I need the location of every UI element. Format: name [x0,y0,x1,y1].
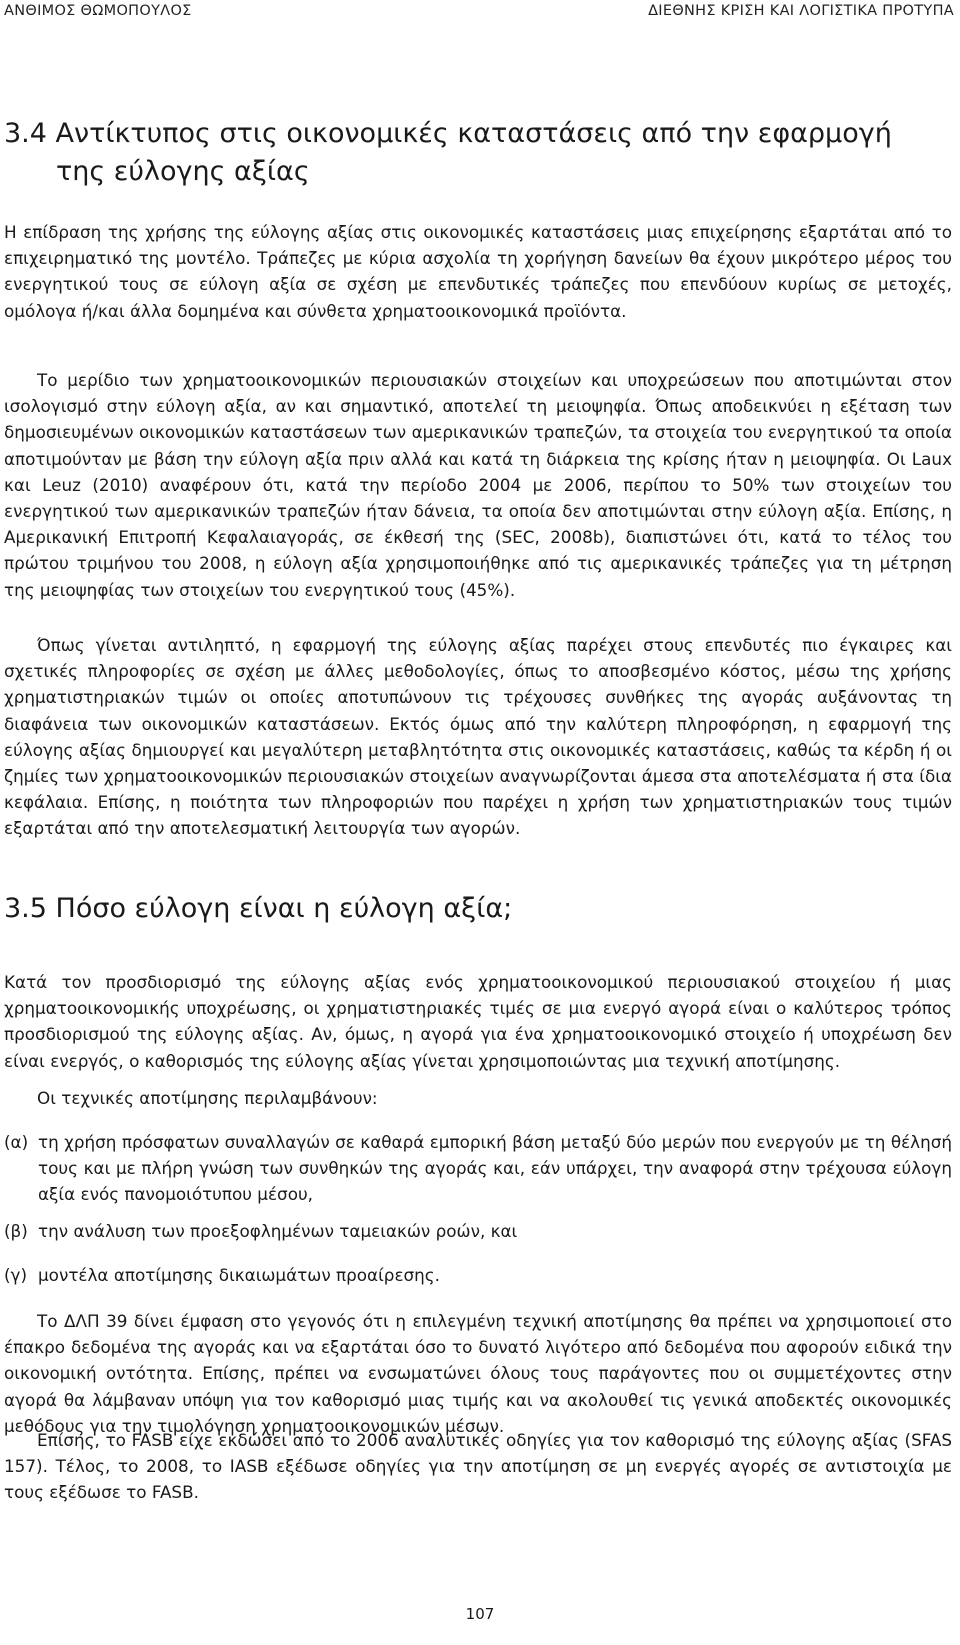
list-marker: (γ) [4,1265,28,1285]
paragraph-ias39: Το ΔΛΠ 39 δίνει έμφαση στο γεγονός ότι η επιλεγμένη τεχνική αποτίμησης θα πρέπει να χρησιμοποιεί στο έπακρο δεδομένα της αγοράς και να εξαρτάται όσο το δυνατό λιγότερο από δεδομένα που αφορούν ειδικά την οικονομική οντότητα. Επίσης, πρέπει να ενσωματώνει όλους τους παράγοντες που οι συμμετέχοντες στην αγορά θα λάμβαναν υπόψη για τον καθορισμό μιας τιμής και να ακολουθεί τις γενικά αποδεκτές οικονομικές μεθόδους για την τιμολόγηση χρηματοοικονομικών μέσων. [4,1311,952,1436]
section-3-5-title: 3.5 Πόσο εύλογη είναι η εύλογη αξία; [4,893,513,924]
list-marker: (β) [4,1221,28,1241]
header-author: ΑΝΘΙΜΟΣ ΘΩΜΟΠΟΥΛΟΣ [4,3,192,19]
list-item [4,1262,952,1288]
section-3-4-title-line2: της εύλογης αξίας [56,156,310,187]
paragraph-fair-value-share: Το μερίδιο των χρηματοοικονομικών περιουσιακών στοιχείων και υποχρεώσεων που αποτιμώνται στον ισολογισμό στην εύλογη αξία, αν και σημαντικό, αποτελεί τη μειοψηφία. Όπως αποδεικνύει η εξέταση των δημοσιευμένων οικονομικών καταστάσεων των αμερικανικών τραπεζών, τα στοιχεία του ενεργητικού τα οποία αποτιμούνταν με βάση την εύλογη αξία πριν αλλά και κατά τη διάρκεια της κρίσης ήταν η μειοψηφία. Οι Laux και Leuz (2010) αναφέρουν ότι, κατά την περίοδο 2004 με 2006, περίπου το 50% των στοιχείων του ενεργητικού των αμερικανικών τραπεζών ήταν δάνεια, τα οποία δεν αποτιμώνται στην εύλογη αξία. Επίσης, η Αμερικανική Επιτροπή Κεφαλαιαγοράς, σε έκθεσή της (SEC, 2008b), διαπιστώνει ότι, κατά το τέλος του πρώτου τριμήνου του 2008, η εύλογη αξία χρησιμοποιήθηκε από τις αμερικανικές τράπεζες για τη μέτρηση της μειοψηφίας των στοιχείων του ενεργητικού τους (45%). [4,370,952,600]
section-3-4-title-line1: 3.4 Αντίκτυπος στις οικονομικές καταστάσεις από την εφαρμογή [4,118,892,149]
paragraph-business-model: Η επίδραση της χρήσης της εύλογης αξίας στις οικονομικές καταστάσεις μιας επιχείρησης εξαρτάται από το επιχειρηματικό της μοντέλο. Τράπεζες με κύρια ασχολία τη χορήγηση δανείων θα έχουν μικρότερο μέρος του ενεργητικού τους σε εύλογη αξία σε σχέση με επενδυτικές τράπεζες που επενδύουν κυρίως σε μετοχές, ομόλογα ή/και άλλα δομημένα και σύνθετα χρηματοοικονομικά προϊόντα. [4,222,952,321]
list-item [4,1218,952,1244]
header-book-title: ΔΙΕΘΝΗΣ ΚΡΙΣΗ ΚΑΙ ΛΟΓΙΣΤΙΚΑ ΠΡΟΤΥΠΑ [648,3,954,19]
list-item-text: μοντέλα αποτίμησης δικαιωμάτων προαίρεσης. [38,1265,440,1285]
paragraph-fasb-iasb: Επίσης, το FASB είχε εκδώσει από το 2006 αναλυτικές οδηγίες για τον καθορισμό της εύλογης αξίας (SFAS 157). Τέλος, το 2008, το IASB εξέδωσε οδηγίες για την αποτίμηση σε μη ενεργές αγορές σε αντιστοιχία με τους εξέδωσε το FASB. [4,1430,952,1503]
section-3-4-title [4,115,892,191]
running-header [4,3,954,27]
list-item-text: την ανάλυση των προεξοφλημένων ταμειακών ροών, και [38,1221,518,1241]
list-marker: (α) [4,1132,29,1152]
list-item [4,1129,952,1208]
paragraph-techniques-intro: Οι τεχνικές αποτίμησης περιλαμβάνουν: [37,1088,378,1108]
page-number: 107 [465,1605,495,1623]
list-item-text: τη χρήση πρόσφατων συναλλαγών σε καθαρά εμπορική βάση μεταξύ δύο μερών που ενεργούν με τη θέλησή τους και με πλήρη γνώση των συνθηκών της αγοράς και, εάν υπάρχει, την αναφορά στην τρέχουσα εύλογη αξία ενός πανομοιότυπου μέσου, [38,1132,952,1205]
paragraph-valuation-determination: Κατά τον προσδιορισμό της εύλογης αξίας ενός χρηματοοικονομικού περιουσιακού στοιχείου ή μιας χρηματοοικονομικής υποχρέωσης, οι χρηματιστηριακές τιμές σε μια ενεργό αγορά είναι ο καλύτερος τρόπος προσδιορισμού της εύλογης αξίας. Αν, όμως, η αγορά για ένα χρηματοοικονομικό στοιχείο ή υποχρέωση δεν είναι ενεργός, ο καθορισμός της εύλογης αξίας γίνεται χρησιμοποιώντας μια τεχνική αποτίμησης. [4,972,952,1071]
paragraph-fair-value-effects: Όπως γίνεται αντιληπτό, η εφαρμογή της εύλογης αξίας παρέχει στους επενδυτές πιο έγκαιρες και σχετικές πληροφορίες σε σχέση με άλλες μεθοδολογίες, όπως το αποσβεσμένο κόστος, μέσω της χρήσης χρηματιστηριακών τιμών οι οποίες αποτυπώνουν τις τρέχουσες συνθήκες της αγοράς αυξάνοντας τη διαφάνεια των οικονομικών καταστάσεων. Εκτός όμως από την καλύτερη πληροφόρηση, η εφαρμογή της εύλογης αξίας δημιουργεί και μεγαλύτερη μεταβλητότητα στις οικονομικές καταστάσεις, καθώς τα κέρδη ή οι ζημίες των χρηματοοικονομικών περιουσιακών στοιχείων αναγνωρίζονται άμεσα στα αποτελέσματα ή στα ίδια κεφάλαια. Επίσης, η ποιότητα των πληροφοριών που παρέχει η χρήση των χρηματιστηριακών τους τιμών εξαρτάται από την αποτελεσματική λειτουργία των αγορών. [4,635,952,839]
